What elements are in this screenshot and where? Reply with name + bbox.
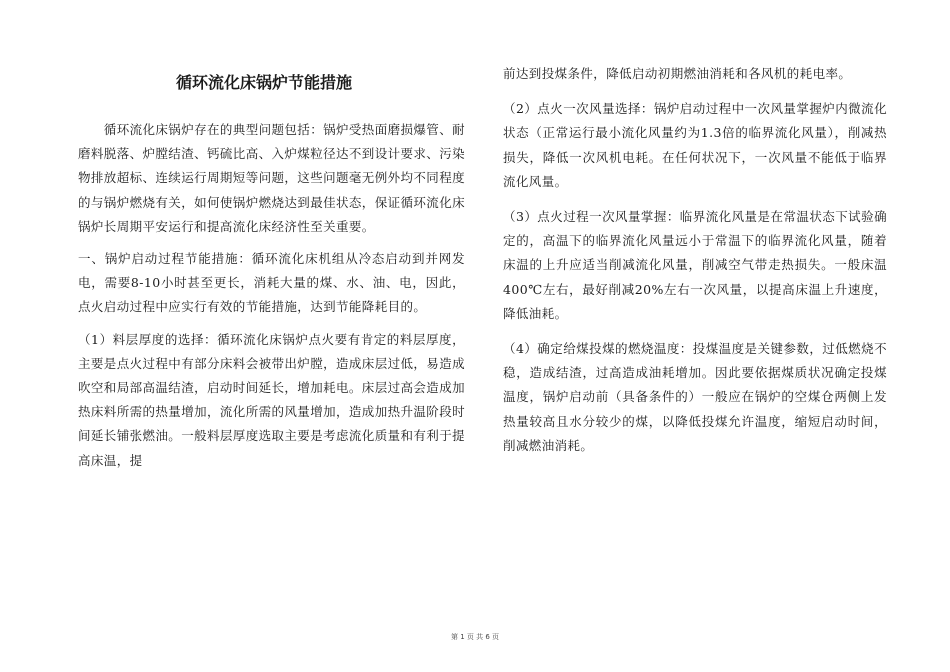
paragraph-item-4: （4）确定给煤投煤的燃烧温度：投煤温度是关键参数，过低燃烧不稳，造成结渣，过高造成油耗增加。因此要依据煤质状况确定投煤温度，锅炉启动前（具备条件的）一般应在锅炉的空煤仓两侧上发热量较高且水分较少的煤，以降低投煤允许温度，缩短启动时间，削减燃油消耗。 [503,341,887,453]
document-title: 循环流化床锅炉节能措施 [175,73,352,92]
paragraph-item-2: （2）点火一次风量选择：锅炉启动过程中一次风量掌握炉内微流化状态（正常运行最小流化风量约为1.3倍的临界流化风量），削减热损失，降低一次风机电耗。在任何状况下，一次风量不能低于临界流化风量。 [503,101,887,189]
paragraph-item-3: （3）点火过程一次风量掌握：临界流化风量是在常温状态下试验确定的，高温下的临界流化风量远小于常温下的临界流化风量，随着床温的上升应适当削减流化风量，削减空气带走热损失。一般床温400℃左右，最好削减20%左右一次风量，以提高床温上升速度，降低油耗。 [503,209,887,321]
paragraph-item-1: （1）料层厚度的选择：循环流化床锅炉点火要有肯定的料层厚度，主要是点火过程中有部分床料会被带出炉膛，造成床层过低，易造成吹空和局部高温结渣，启动时间延长，增加耗电。床层过高会造成加热床料所需的热量增加，流化所需的风量增加，造成加热升温阶段时间延长铺张燃油。一般料层厚度选取主要是考虑流化质量和有利于提高床温，提 [78,331,466,468]
paragraph-section-1: 一、锅炉启动过程节能措施：循环流化床机组从冷态启动到并网发电，需要8-10小时甚至更长，消耗大量的煤、水、油、电，因此，点火启动过程中应实行有效的节能措施，达到节能降耗目的。 [78,251,465,315]
left-column [78,0,465,473]
paragraph-intro: 循环流化床锅炉存在的典型问题包括：锅炉受热面磨损爆管、耐磨料脱落、炉膛结渣、钙硫比高、入炉煤粒径达不到设计要求、污染物排放超标、连续运行周期短等问题，这些问题毫无例外均不同程度的与锅炉燃烧有关，如何使锅炉燃烧达到最佳状态，保证循环流化床锅炉长周期平安运行和提高流化床经济性至关重要。 [78,122,466,234]
right-column [503,0,887,458]
paragraph-continuation: 前达到投煤条件，降低启动初期燃油消耗和各风机的耗电率。 [503,66,852,81]
page-footer: 第 1 页 共 6 页 [450,633,500,641]
